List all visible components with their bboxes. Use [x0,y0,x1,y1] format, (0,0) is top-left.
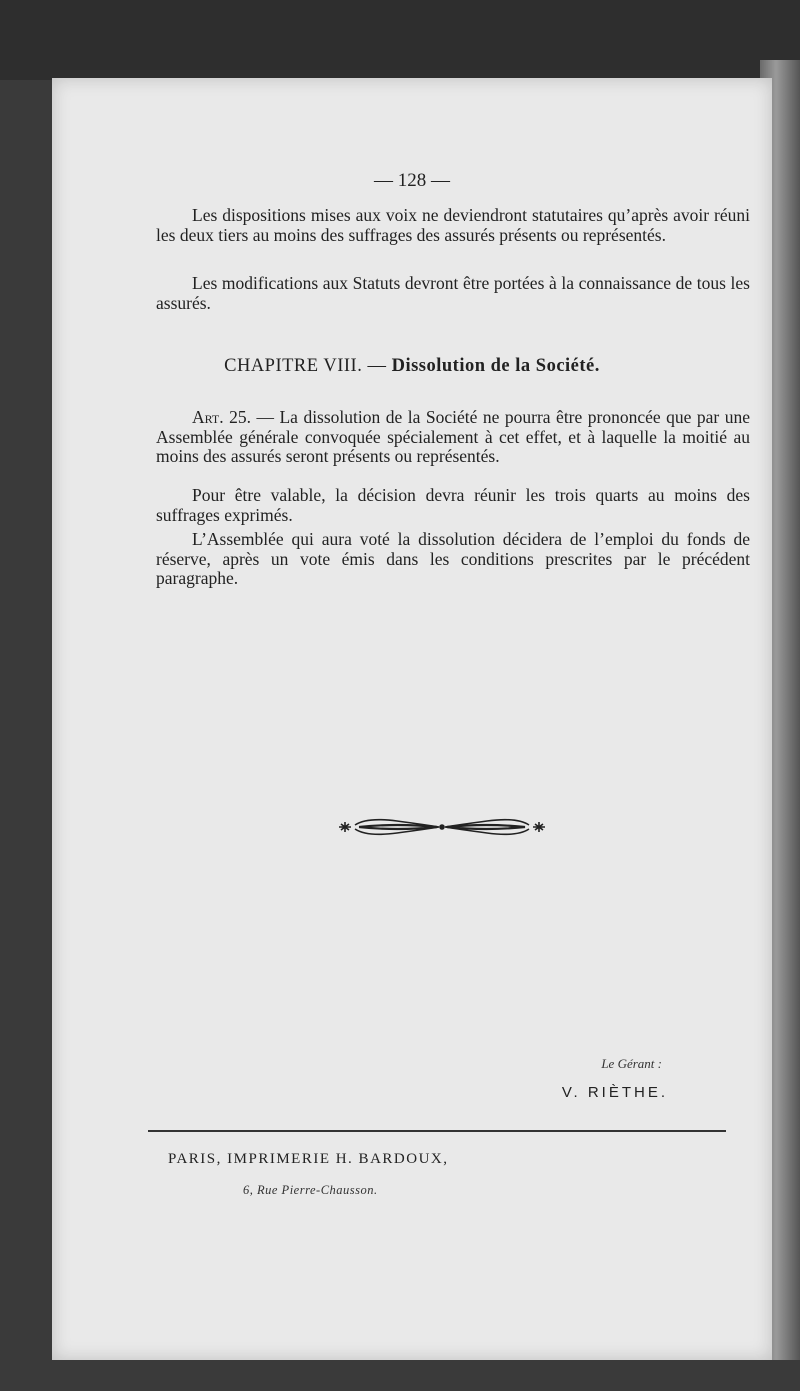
chapter-number: CHAPITRE VIII. — [224,356,387,376]
page-number: — 128 — [374,170,450,191]
signature-label: Le Gérant : [601,1056,662,1071]
printer-imprint: PARIS, IMPRIMERIE H. BARDOUX, [168,1151,449,1167]
paragraph-statutes-vote: Les dispositions mises aux voix ne deviendront statutaires qu’après avoir réuni les deux tiers au moins des suffrages des assurés présents ou représentés. [156,205,750,245]
document-page [52,78,772,1360]
printer-address: 6, Rue Pierre-Chausson. [243,1183,378,1197]
chapter-heading [52,356,772,377]
ornament-divider [337,813,547,841]
paragraph-statutes-notice: Les modifications aux Statuts devront être portées à la connaissance de tous les assurés. [156,273,750,313]
signature-name: V. RIÈTHE. [561,1084,668,1101]
paragraph-reserve-fund: L’Assemblée qui aura voté la dissolution décidera de l’emploi du fonds de réserve, après un vote émis dans les conditions prescrites par le précédent paragraphe. [156,529,750,588]
article-label: Art. 25. [192,407,251,427]
chapter-title: Dissolution de la Société. [391,356,600,376]
article-text: — La dissolution de la Société ne pourra être prononcée que par une Assemblée générale convoquée spécialement à cet effet, et à laquelle la moitié au moins des assurés seront présents ou représentés. [156,407,750,466]
imprint-rule [148,1130,726,1132]
article-25-paragraph [156,408,750,467]
scan-background [0,0,800,80]
paragraph-valid-decision: Pour être valable, la décision devra réunir les trois quarts au moins des suffrages exprimés. [156,485,750,525]
